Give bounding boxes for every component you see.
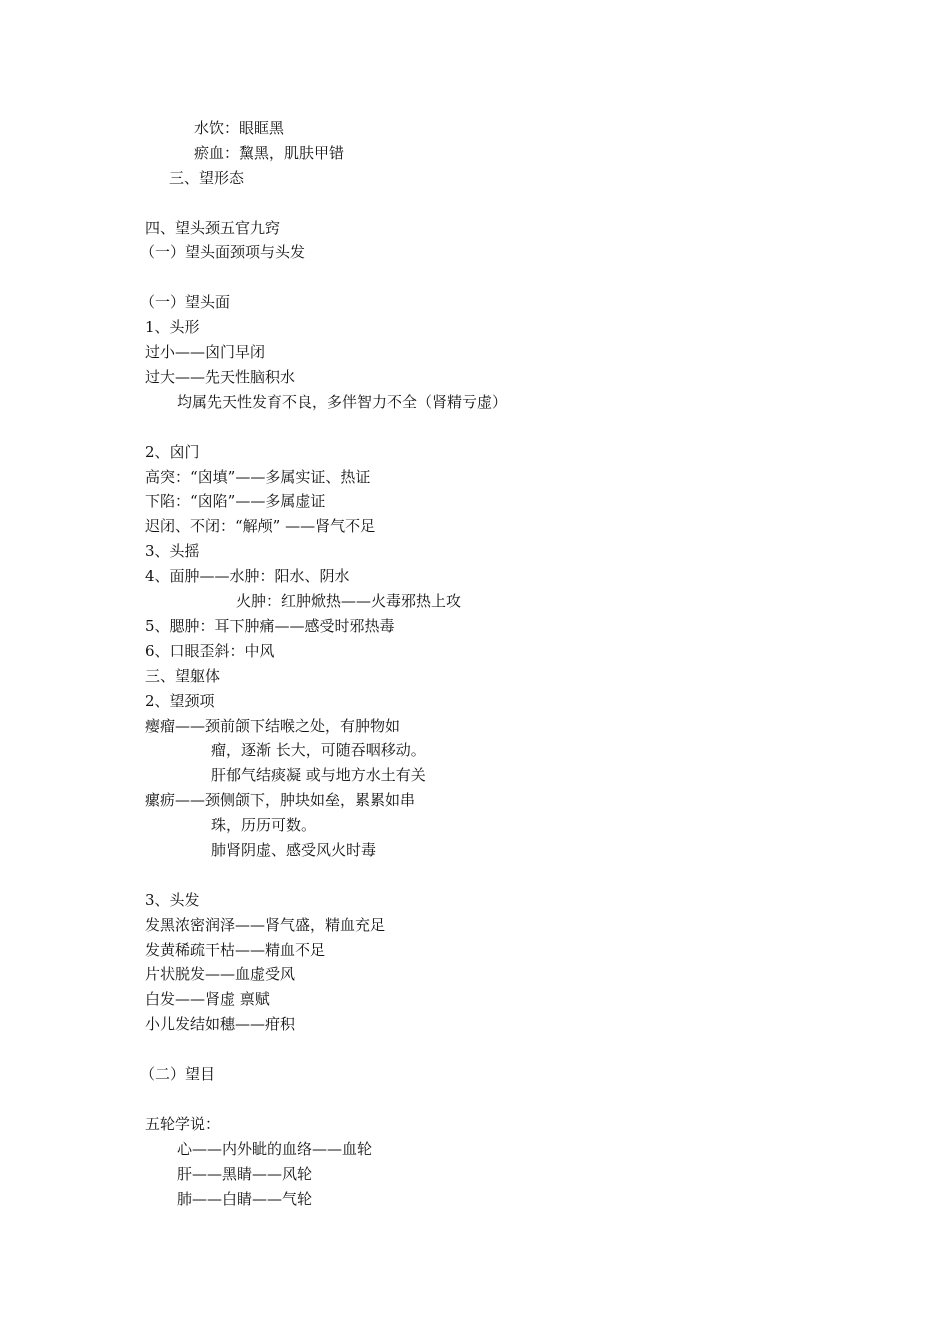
text-line: 4、面肿——水肿：阳水、阴水 (145, 567, 350, 585)
text-line: 迟闭、不闭：“解颅” ——肾气不足 (145, 517, 376, 535)
text-line: 发黄稀疏干枯——精血不足 (145, 941, 326, 959)
text-line: 片状脱发——血虚受风 (145, 965, 296, 983)
text-line: 白发——肾虚 禀赋 (145, 990, 270, 1008)
text-line: 瘿瘤——颈前颌下结喉之处，有肿物如 (145, 717, 401, 735)
text-line: 心——内外眦的血络——血轮 (177, 1140, 373, 1158)
text-line: 瘰疬——颈侧颌下，肿块如垒，累累如串 (145, 791, 416, 809)
text-line: 五轮学说： (145, 1115, 221, 1133)
text-line: 3、头发 (145, 891, 200, 909)
text-line: 肝郁气结痰凝 或与地方水土有关 (211, 766, 426, 784)
text-line: 珠，历历可数。 (211, 816, 317, 834)
subsection-heading: （一）望头面颈项与头发 (140, 243, 306, 261)
text-line: 5、腮肿：耳下肿痛——感受时邪热毒 (145, 617, 395, 635)
text-line: 瘤，逐渐 长大，可随吞咽移动。 (211, 741, 426, 759)
text-line: 肝——黑睛——风轮 (177, 1165, 313, 1183)
section-heading: 三、望形态 (169, 169, 245, 187)
subsection-heading: （二）望目 (140, 1065, 216, 1083)
text-line: 3、头摇 (145, 542, 200, 560)
text-line: 2、望颈项 (145, 692, 215, 710)
text-line: 火肿：红肿焮热——火毒邪热上攻 (236, 592, 462, 610)
text-line: 2、囟门 (145, 443, 200, 461)
text-line: 肺肾阴虚、感受风火时毒 (211, 841, 377, 859)
text-line: 过小——囟门早闭 (145, 343, 266, 361)
text-line: 水饮：眼眶黑 (194, 119, 285, 137)
text-line: 高突：“囟填”——多属实证、热证 (145, 468, 371, 486)
section-heading: 四、望头颈五官九窍 (145, 219, 281, 237)
text-line: 下陷：“囟陷”——多属虚证 (145, 492, 326, 510)
text-line: 6、口眼歪斜：中风 (145, 642, 275, 660)
text-line: 肺——白睛——气轮 (177, 1190, 313, 1208)
text-line: 均属先天性发育不良，多伴智力不全（肾精亏虚） (177, 393, 508, 411)
section-heading: 三、望躯体 (145, 667, 221, 685)
subsection-heading: （一）望头面 (140, 293, 231, 311)
text-line: 发黑浓密润泽——肾气盛，精血充足 (145, 916, 386, 934)
text-line: 小儿发结如穗——疳积 (145, 1015, 296, 1033)
text-line: 瘀血：黧黑，肌肤甲错 (194, 144, 345, 162)
text-line: 1、头形 (145, 318, 200, 336)
text-line: 过大——先天性脑积水 (145, 368, 296, 386)
